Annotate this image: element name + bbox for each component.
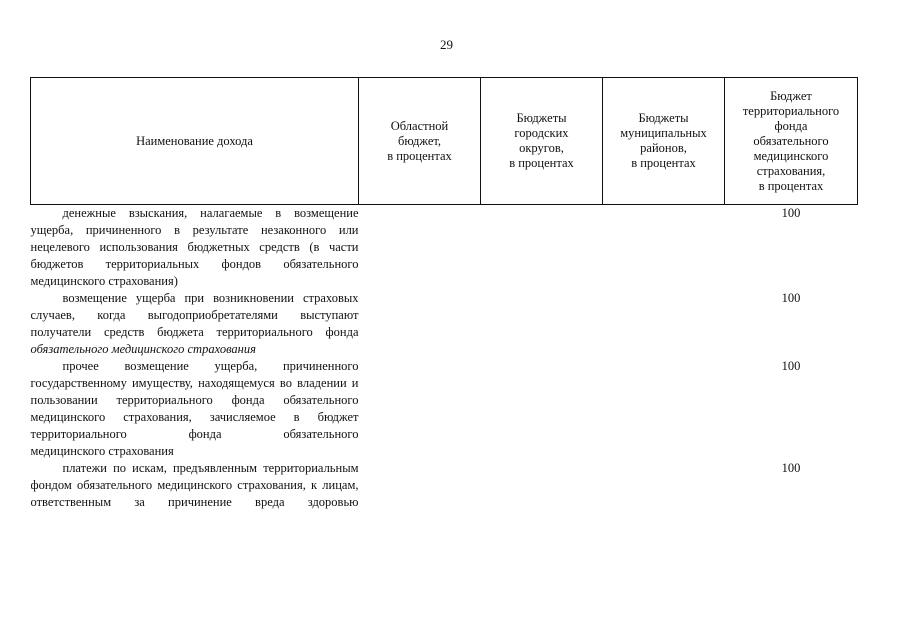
territorial-fund-cell: 100 <box>781 206 801 220</box>
city-districts-cell <box>481 290 603 358</box>
city-districts-cell <box>481 205 603 291</box>
income-description <box>31 205 359 291</box>
income-description <box>31 358 359 460</box>
description-line: денежные взыскания, налагаемые в <box>62 206 282 220</box>
city-districts-cell <box>481 358 603 460</box>
description-line: государственному имуществу, находящемуся во <box>30 376 292 390</box>
header-income-name: Наименование дохода <box>31 78 359 205</box>
description-line: средств бюджета территориального фонда <box>103 325 359 339</box>
description-line: страховых случаев, когда <box>30 291 359 322</box>
table-header-row <box>31 78 858 205</box>
city-districts-cell <box>481 460 603 511</box>
table-row <box>31 358 858 460</box>
municipal-districts-cell <box>603 358 725 460</box>
territorial-fund-cell: 100 <box>781 359 801 373</box>
income-description <box>31 290 359 358</box>
description-line: прочее возмещение ущерба, причиненного <box>62 359 359 373</box>
description-line: медицинского страхования) <box>30 274 178 288</box>
territorial-fund-cell: 100 <box>781 291 801 305</box>
page-number: 29 <box>440 37 453 52</box>
table-row <box>31 290 858 358</box>
regional-budget-cell <box>359 290 481 358</box>
header-municipal-districts-budget: Бюджеты муниципальных районов, в процентах <box>603 78 725 205</box>
description-line: территориального фонда обязательного <box>30 427 359 441</box>
header-city-districts-budget: Бюджеты городских округов, в процентах <box>481 78 603 205</box>
description-line: страхования, зачисляемое в бюджет <box>123 410 359 424</box>
description-line: фонда обязательного медицинского <box>30 393 359 424</box>
description-line: незаконного или нецелевого использования <box>30 223 359 254</box>
territorial-fund-cell: 100 <box>781 461 801 475</box>
income-distribution-table <box>30 77 858 511</box>
description-line: обязательного медицинского страхования <box>30 342 256 356</box>
description-line: платежи по искам, предъявленным <box>62 461 258 475</box>
municipal-districts-cell <box>603 460 725 511</box>
table-row <box>31 205 858 291</box>
income-description <box>31 460 359 511</box>
header-regional-budget: Областной бюджет, в процентах <box>359 78 481 205</box>
description-line: возмещение ущерба, причиненного в результате <box>30 206 359 237</box>
description-line: медицинского страхования <box>30 444 174 458</box>
regional-budget-cell <box>359 358 481 460</box>
description-line: территориальным фондом обязательного <box>30 461 359 492</box>
municipal-districts-cell <box>603 290 725 358</box>
description-line: выгодоприобретателями выступают получатели <box>30 308 359 339</box>
description-line: возмещение ущерба при возникновении <box>62 291 294 305</box>
description-line: ответственным за причинение вреда здоровью <box>30 495 359 509</box>
municipal-districts-cell <box>603 205 725 291</box>
description-line: территориальных фондов обязательного <box>105 257 359 271</box>
regional-budget-cell <box>359 205 481 291</box>
description-line: бюджетных средств (в части бюджетов <box>30 240 359 271</box>
regional-budget-cell <box>359 460 481 511</box>
description-line: медицинского страхования, к лицам, <box>157 478 359 492</box>
description-line: владении и пользовании территориального <box>30 376 359 407</box>
header-territorial-fund-budget: Бюджет территориального фонда обязательного медицинского страхования, в процентах <box>725 78 858 205</box>
table-row <box>31 460 858 511</box>
